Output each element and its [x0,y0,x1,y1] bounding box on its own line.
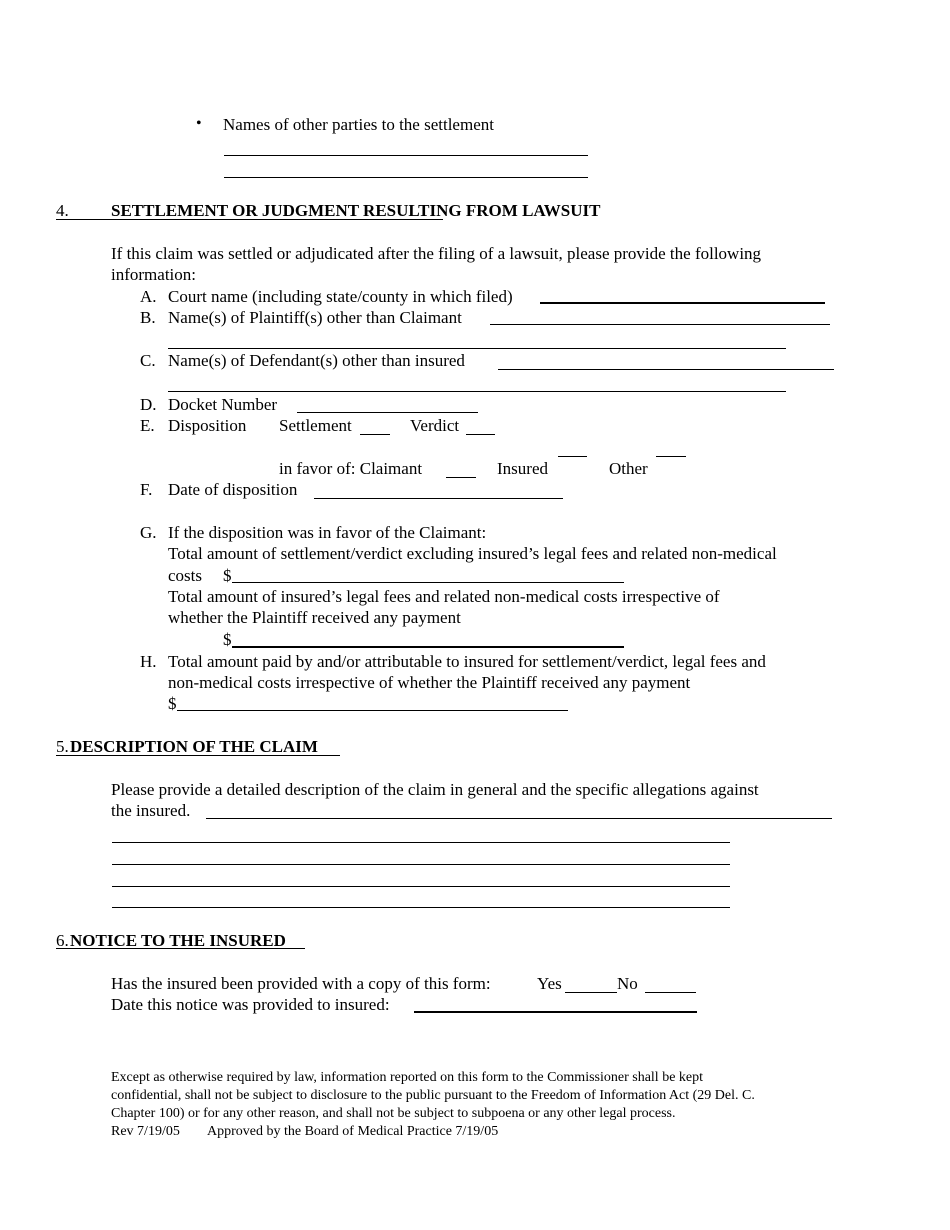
section4-title: SETTLEMENT OR JUDGMENT RESULTING FROM LAWSUIT [111,201,601,220]
other-blank[interactable] [656,456,686,457]
verdict-blank[interactable] [466,434,495,435]
item-a-letter: A. [140,287,157,306]
no-blank[interactable] [645,992,696,993]
item-h-letter: H. [140,652,157,671]
yes-blank[interactable] [565,992,617,993]
section4-underline [56,219,443,220]
yes-label: Yes [537,974,562,993]
section6-underline [56,948,305,949]
section5-number: 5. [56,737,69,756]
settlement-amount-field[interactable] [232,582,624,583]
section5-line2: the insured. [111,801,191,820]
plaintiff-field-1[interactable] [490,324,830,325]
legal-fees-amount-field[interactable] [232,646,624,648]
item-g-line2: Total amount of settlement/verdict excluding insured’s legal fees and related non-medical [168,544,777,563]
other-label: Other [609,459,648,478]
claim-description-field-2[interactable] [112,842,730,843]
approval-note: Approved by the Board of Medical Practice 7/19/05 [207,1124,499,1139]
item-c-letter: C. [140,351,156,370]
no-label: No [617,974,638,993]
claim-description-field-5[interactable] [112,907,730,908]
g-dollar-sign-2: $ [223,630,232,649]
plaintiff-field-2[interactable] [168,348,786,349]
g-dollar-sign-1: $ [223,566,232,585]
item-g-line1: If the disposition was in favor of the Claimant: [168,523,487,542]
footer-line2: confidential, shall not be subject to disclosure to the public pursuant to the Freedom of Information Act (29 Del. C. [111,1088,755,1103]
item-c-label: Name(s) of Defendant(s) other than insured [168,351,465,370]
footer-line3: Chapter 100) or for any other reason, and shall not be subject to subpoena or any other legal process. [111,1106,676,1121]
section6-title: NOTICE TO THE INSURED [70,931,286,950]
item-f-label: Date of disposition [168,480,298,499]
claim-description-field-3[interactable] [112,864,730,865]
section6-number: 6. [56,931,69,950]
in-favor-of-claimant-label: in favor of: Claimant [279,459,423,478]
section4-intro-line2: information: [111,265,196,284]
bullet-icon: • [196,115,202,132]
docket-number-field[interactable] [297,412,478,413]
item-g-line5: whether the Plaintiff received any payment [168,608,461,627]
item-h-line2: non-medical costs irrespective of whether the Plaintiff received any payment [168,673,691,692]
insured-blank[interactable] [558,456,587,457]
item-b-label: Name(s) of Plaintiff(s) other than Claimant [168,308,462,327]
section5-title: DESCRIPTION OF THE CLAIM [70,737,318,756]
other-parties-line-2[interactable] [224,177,588,178]
settlement-blank[interactable] [360,434,390,435]
section5-line1: Please provide a detailed description of the claim in general and the specific allegations against [111,780,759,799]
item-e-letter: E. [140,416,155,435]
total-paid-amount-field[interactable] [177,710,568,711]
footer-line1: Except as otherwise required by law, information reported on this form to the Commissioner shall be kept [111,1070,704,1085]
notice-date-label: Date this notice was provided to insured: [111,995,390,1014]
section4-number: 4. [56,201,69,220]
settlement-label: Settlement [279,416,352,435]
copy-provided-question: Has the insured been provided with a copy of this form: [111,974,491,993]
claimant-blank[interactable] [446,477,476,478]
item-g-letter: G. [140,523,157,542]
insured-label: Insured [497,459,548,478]
court-name-field[interactable] [540,302,825,304]
item-a-label: Court name (including state/county in which filed) [168,287,513,306]
defendant-field-2[interactable] [168,391,786,392]
revision-date: Rev 7/19/05 [111,1124,180,1139]
item-b-letter: B. [140,308,156,327]
bullet-item-label: Names of other parties to the settlement [223,115,494,134]
h-dollar-sign: $ [168,694,177,713]
item-d-label: Docket Number [168,395,278,414]
claim-description-field-1[interactable] [206,818,832,819]
item-d-letter: D. [140,395,157,414]
item-f-letter: F. [140,480,153,499]
item-g-line3: costs [168,566,202,585]
date-of-disposition-field[interactable] [314,498,563,499]
item-e-label: Disposition [168,416,247,435]
section4-intro-line1: If this claim was settled or adjudicated after the filing of a lawsuit, please provide the following [111,244,762,263]
section5-underline [56,755,340,756]
verdict-label: Verdict [410,416,460,435]
item-h-line1: Total amount paid by and/or attributable to insured for settlement/verdict, legal fees and [168,652,766,671]
defendant-field-1[interactable] [498,369,834,370]
notice-date-field[interactable] [414,1011,697,1013]
other-parties-line-1[interactable] [224,155,588,156]
item-g-line4: Total amount of insured’s legal fees and related non-medical costs irrespective of [168,587,720,606]
claim-description-field-4[interactable] [112,886,730,887]
